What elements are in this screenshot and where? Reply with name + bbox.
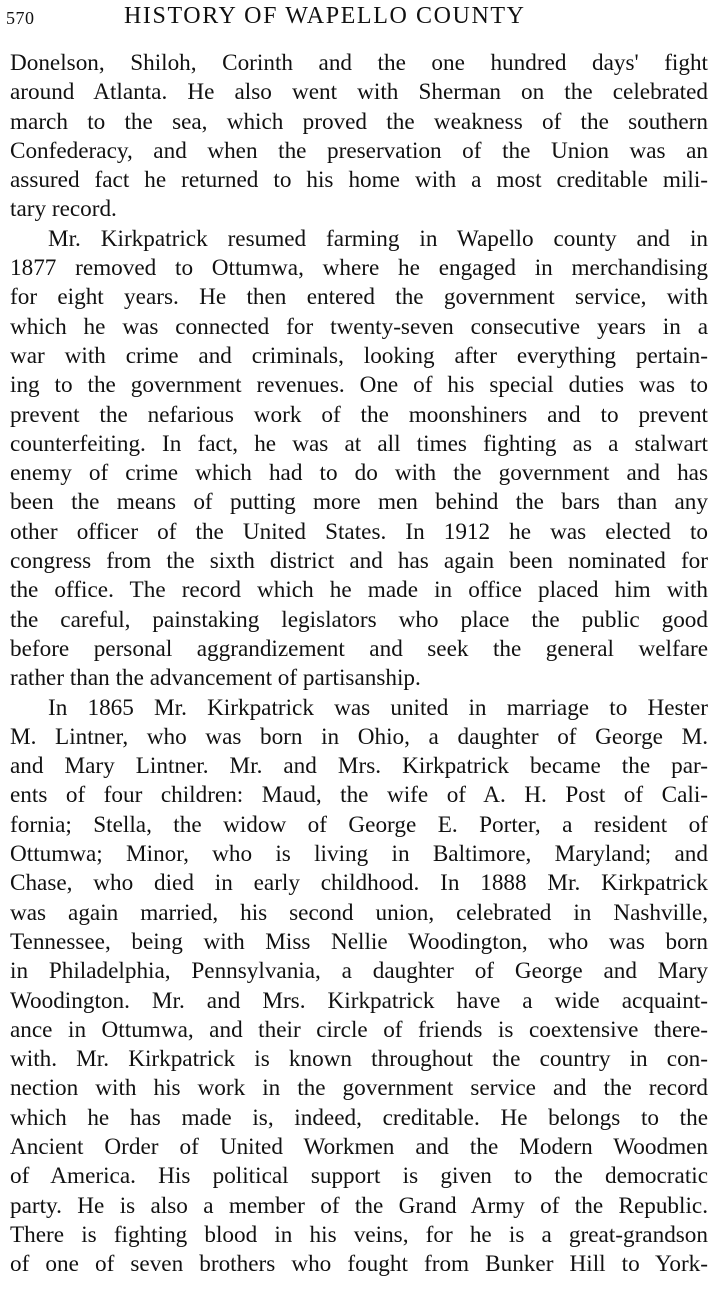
text-line: was again married, his second union, celebrated in Nashville,	[10, 899, 708, 926]
text-line: party. He is also a member of the Grand Army of the Republic.	[10, 1192, 708, 1219]
text-line: M. Lintner, who was born in Ohio, a daughter of George M.	[10, 723, 708, 750]
text-line: before personal aggrandizement and seek the general welfare	[10, 635, 708, 662]
paragraph	[10, 49, 708, 225]
text-line: the careful, painstaking legislators who place the public good	[10, 606, 708, 633]
paragraph	[10, 694, 708, 1280]
text-line: which he has made is, indeed, creditable. He belongs to the	[10, 1104, 708, 1131]
text-line: march to the sea, which proved the weakness of the southern	[10, 108, 708, 135]
text-line: rather than the advancement of partisanship.	[10, 665, 421, 692]
text-line: Donelson, Shiloh, Corinth and the one hundred days' fight	[10, 50, 708, 76]
text-line: Ottumwa; Minor, who is living in Baltimore, Maryland; and	[10, 841, 708, 868]
text-line: and Mary Lintner. Mr. and Mrs. Kirkpatrick became the par-	[10, 753, 708, 780]
text-line: There is fighting blood in his veins, for he is a great-grandson	[10, 1221, 708, 1248]
text-line: ance in Ottumwa, and their circle of friends is coextensive there-	[10, 1016, 708, 1043]
text-line: Chase, who died in early childhood. In 1888 Mr. Kirkpatrick	[10, 870, 708, 897]
text-line: assured fact he returned to his home with a most creditable mili-	[10, 167, 708, 194]
text-line: Ancient Order of United Workmen and the Modern Woodmen	[10, 1133, 708, 1160]
page-number: 570	[6, 8, 35, 28]
text-line: of one of seven brothers who fought from Bunker Hill to York-	[10, 1251, 708, 1278]
paragraph	[10, 225, 708, 694]
text-line: which he was connected for twenty-seven consecutive years in a	[10, 313, 708, 340]
text-line: Tennessee, being with Miss Nellie Woodington, who was born	[10, 928, 708, 955]
text-line: ents of four children: Maud, the wife of A. H. Post of Cali-	[10, 782, 708, 809]
text-line: of America. His political support is given to the democratic	[10, 1163, 708, 1190]
running-head: HISTORY OF WAPELLO COUNTY	[124, 3, 526, 29]
text-line: Confederacy, and when the preservation of the Union was an	[10, 137, 708, 164]
text-line: tary record.	[10, 196, 117, 223]
text-line: war with crime and criminals, looking after everything pertain-	[10, 342, 708, 369]
text-line: fornia; Stella, the widow of George E. Porter, a resident of	[10, 811, 708, 838]
text-line: in Philadelphia, Pennsylvania, a daughter of George and Mary	[10, 958, 708, 985]
text-line: congress from the sixth district and has again been nominated for	[10, 548, 708, 575]
text-line: Woodington. Mr. and Mrs. Kirkpatrick have a wide acquaint-	[10, 987, 708, 1014]
text-line: the office. The record which he made in office placed him with	[10, 577, 708, 604]
text-line: In 1865 Mr. Kirkpatrick was united in marriage to Hester	[48, 694, 708, 721]
text-line: around Atlanta. He also went with Sherman on the celebrated	[10, 79, 708, 106]
text-line: for eight years. He then entered the government service, with	[10, 284, 708, 311]
body-text	[10, 49, 708, 1279]
text-line: 1877 removed to Ottumwa, where he engaged in merchandising	[10, 255, 708, 282]
text-line: Mr. Kirkpatrick resumed farming in Wapello county and in	[48, 225, 708, 252]
text-line: nection with his work in the government service and the record	[10, 1075, 708, 1102]
text-line: enemy of crime which had to do with the government and has	[10, 460, 708, 487]
text-line: counterfeiting. In fact, he was at all times fighting as a stalwart	[10, 430, 708, 457]
text-line: prevent the nefarious work of the moonshiners and to prevent	[10, 401, 708, 428]
text-line: ing to the government revenues. One of his special duties was to	[10, 372, 708, 399]
text-line: with. Mr. Kirkpatrick is known throughout the country in con-	[10, 1046, 708, 1073]
text-line: other officer of the United States. In 1912 he was elected to	[10, 518, 708, 545]
text-line: been the means of putting more men behind the bars than any	[10, 489, 708, 516]
page-header	[6, 3, 706, 35]
